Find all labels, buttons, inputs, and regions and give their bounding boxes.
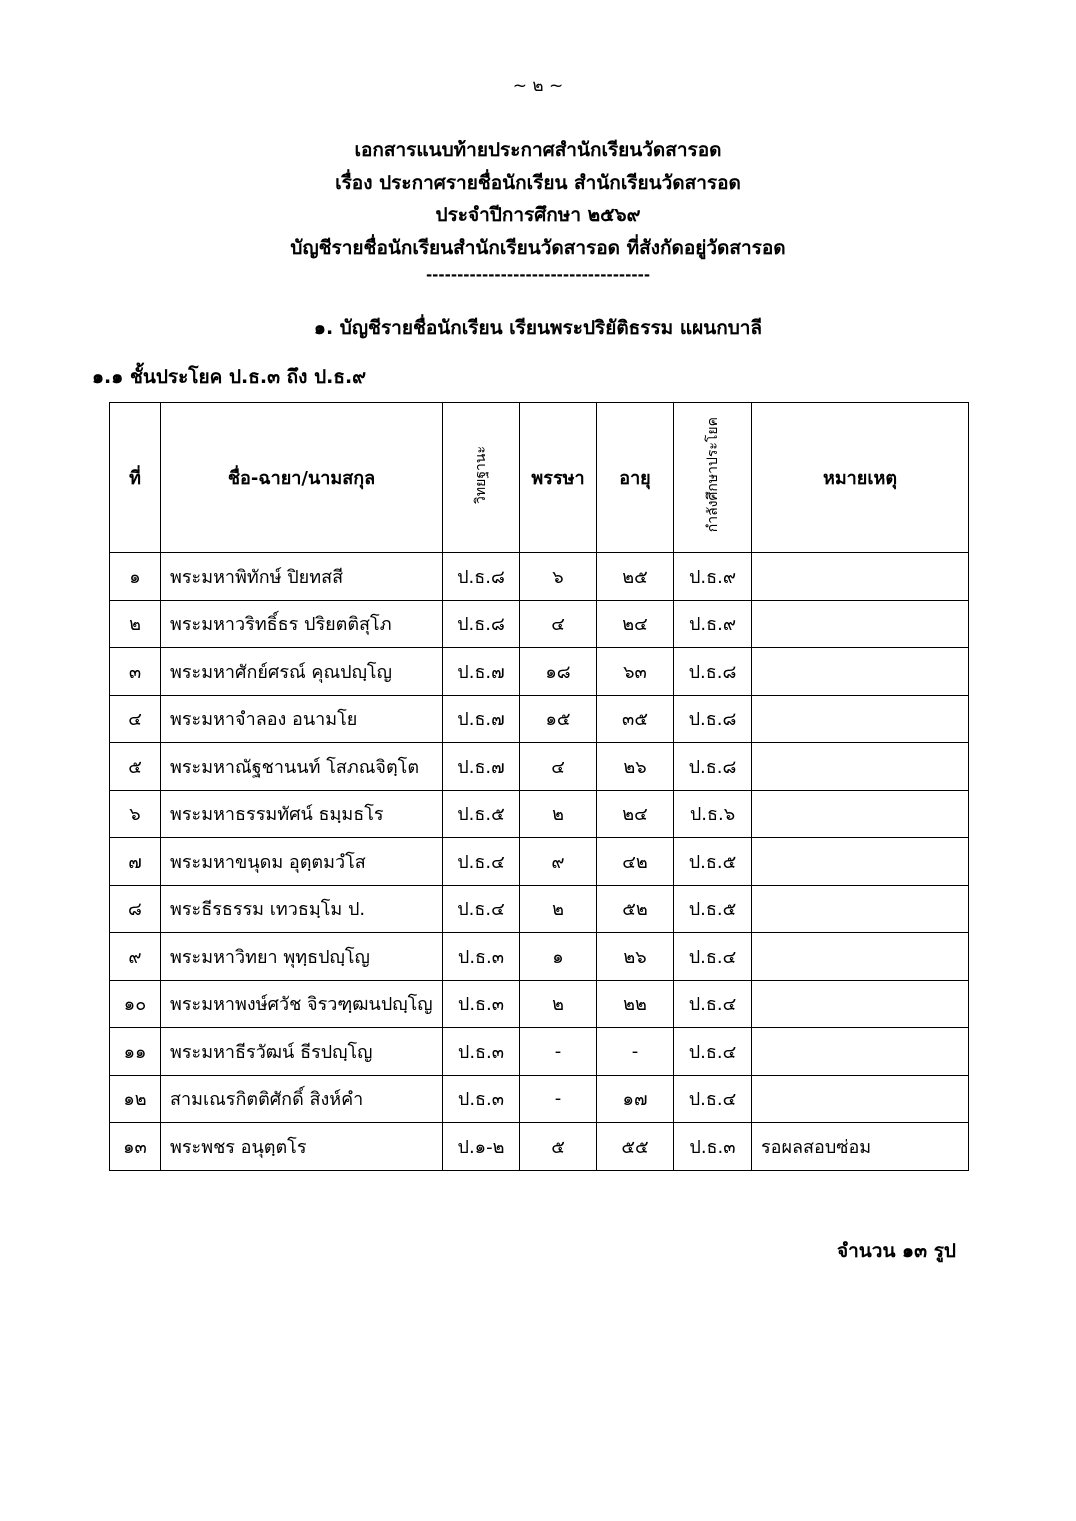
table-row bbox=[110, 553, 969, 601]
cell-qualification: ป.ธ.๕ bbox=[443, 790, 520, 838]
table-row bbox=[110, 648, 969, 696]
title-line: เอกสารแนบท้ายประกาศสำนักเรียนวัดสารอด bbox=[354, 139, 722, 161]
cell-studying: ป.ธ.๔ bbox=[674, 933, 752, 981]
cell-no: ๖ bbox=[110, 790, 161, 838]
cell-remark bbox=[752, 1028, 969, 1076]
cell-name: สามเณรกิตติศักดิ์ สิงห์คำ bbox=[161, 1075, 443, 1123]
title-line: บัญชีรายชื่อนักเรียนสำนักเรียนวัดสารอด ที่สังกัดอยู่วัดสารอด bbox=[290, 236, 786, 259]
cell-no: ๗ bbox=[110, 838, 161, 886]
cell-qualification: ป.ธ.๗ bbox=[443, 743, 520, 791]
cell-studying: ป.ธ.๘ bbox=[674, 648, 752, 696]
header-studying bbox=[674, 403, 752, 553]
header-no: ที่ bbox=[110, 403, 161, 553]
cell-age: - bbox=[597, 1028, 674, 1076]
total-count: จำนวน ๑๓ รูป bbox=[837, 1240, 956, 1262]
table-row bbox=[110, 1028, 969, 1076]
cell-qualification: ป.ธ.๗ bbox=[443, 648, 520, 696]
cell-studying: ป.ธ.๕ bbox=[674, 838, 752, 886]
cell-vassa: - bbox=[520, 1075, 597, 1123]
cell-age: ๒๒ bbox=[597, 980, 674, 1028]
cell-remark bbox=[752, 648, 969, 696]
cell-remark bbox=[752, 743, 969, 791]
cell-remark bbox=[752, 600, 969, 648]
cell-vassa: ๑๕ bbox=[520, 695, 597, 743]
cell-qualification: ป.ธ.๘ bbox=[443, 600, 520, 648]
cell-remark bbox=[752, 790, 969, 838]
cell-remark bbox=[752, 933, 969, 981]
cell-vassa: ๖ bbox=[520, 553, 597, 601]
cell-name: พระมหาพิทักษ์ ปิยทสสี bbox=[161, 553, 443, 601]
cell-name: พระพชร อนุตฺตโร bbox=[161, 1123, 443, 1171]
cell-name: พระมหาวิทยา พุทฺธปญฺโญ bbox=[161, 933, 443, 981]
title-line: เรื่อง ประกาศรายชื่อนักเรียน สำนักเรียนวัดสารอด bbox=[335, 171, 741, 194]
cell-name: พระธีรธรรม เทวธมฺโม ป. bbox=[161, 885, 443, 933]
cell-age: ๔๒ bbox=[597, 838, 674, 886]
cell-qualification: ป.ธ.๓ bbox=[443, 933, 520, 981]
cell-vassa: ๔ bbox=[520, 743, 597, 791]
cell-name: พระมหาจำลอง อนามโย bbox=[161, 695, 443, 743]
cell-name: พระมหาศักย์ศรณ์ คุณปญฺโญ bbox=[161, 648, 443, 696]
table-row bbox=[110, 695, 969, 743]
cell-qualification: ป.ธ.๓ bbox=[443, 1075, 520, 1123]
title-line: ประจำปีการศึกษา ๒๕๖๙ bbox=[435, 204, 641, 226]
table-row bbox=[110, 600, 969, 648]
cell-age: ๕๒ bbox=[597, 885, 674, 933]
cell-remark bbox=[752, 695, 969, 743]
student-roster-table bbox=[109, 402, 969, 1171]
cell-studying: ป.ธ.๓ bbox=[674, 1123, 752, 1171]
table-row bbox=[110, 980, 969, 1028]
cell-qualification: ป.ธ.๘ bbox=[443, 553, 520, 601]
cell-age: ๓๕ bbox=[597, 695, 674, 743]
cell-vassa: ๔ bbox=[520, 600, 597, 648]
cell-age: ๕๕ bbox=[597, 1123, 674, 1171]
cell-no: ๘ bbox=[110, 885, 161, 933]
cell-vassa: ๑๘ bbox=[520, 648, 597, 696]
document-title bbox=[0, 134, 1076, 264]
title-separator: ------------------------------------ bbox=[425, 266, 651, 284]
cell-no: ๑ bbox=[110, 553, 161, 601]
cell-remark bbox=[752, 980, 969, 1028]
cell-remark bbox=[752, 838, 969, 886]
cell-vassa: ๕ bbox=[520, 1123, 597, 1171]
cell-name: พระมหาวริทธิ์ธร ปริยตติสุโภ bbox=[161, 600, 443, 648]
table-row bbox=[110, 743, 969, 791]
cell-remark bbox=[752, 553, 969, 601]
table-row bbox=[110, 1075, 969, 1123]
header-vassa: พรรษา bbox=[520, 403, 597, 553]
cell-no: ๙ bbox=[110, 933, 161, 981]
table-row bbox=[110, 885, 969, 933]
cell-age: ๖๓ bbox=[597, 648, 674, 696]
cell-age: ๒๔ bbox=[597, 600, 674, 648]
table-header-row bbox=[110, 403, 969, 553]
header-remark: หมายเหตุ bbox=[752, 403, 969, 553]
cell-qualification: ป.ธ.๔ bbox=[443, 838, 520, 886]
cell-qualification: ป.ธ.๔ bbox=[443, 885, 520, 933]
cell-studying: ป.ธ.๙ bbox=[674, 600, 752, 648]
cell-name: พระมหาธีรวัฒน์ ธีรปญฺโญ bbox=[161, 1028, 443, 1076]
cell-qualification: ป.๑-๒ bbox=[443, 1123, 520, 1171]
cell-name: พระมหาขนุดม อุตฺตมวํโส bbox=[161, 838, 443, 886]
cell-vassa: ๒ bbox=[520, 885, 597, 933]
page-number: ~ ๒ ~ bbox=[512, 76, 564, 96]
header-studying-label: กำลังศึกษาประโยค bbox=[704, 417, 721, 533]
cell-name: พระมหาธรรมทัศน์ ธมฺมธโร bbox=[161, 790, 443, 838]
header-age: อายุ bbox=[597, 403, 674, 553]
cell-studying: ป.ธ.๔ bbox=[674, 1075, 752, 1123]
cell-studying: ป.ธ.๘ bbox=[674, 695, 752, 743]
cell-no: ๑๓ bbox=[110, 1123, 161, 1171]
cell-age: ๒๕ bbox=[597, 553, 674, 601]
cell-studying: ป.ธ.๖ bbox=[674, 790, 752, 838]
cell-qualification: ป.ธ.๗ bbox=[443, 695, 520, 743]
cell-no: ๓ bbox=[110, 648, 161, 696]
table-row bbox=[110, 838, 969, 886]
cell-no: ๑๐ bbox=[110, 980, 161, 1028]
cell-remark bbox=[752, 1075, 969, 1123]
cell-no: ๑๑ bbox=[110, 1028, 161, 1076]
table-row bbox=[110, 1123, 969, 1171]
cell-no: ๒ bbox=[110, 600, 161, 648]
table-row bbox=[110, 933, 969, 981]
cell-studying: ป.ธ.๘ bbox=[674, 743, 752, 791]
cell-no: ๕ bbox=[110, 743, 161, 791]
cell-age: ๒๖ bbox=[597, 743, 674, 791]
cell-age: ๑๗ bbox=[597, 1075, 674, 1123]
cell-vassa: ๒ bbox=[520, 790, 597, 838]
cell-studying: ป.ธ.๔ bbox=[674, 1028, 752, 1076]
cell-name: พระมหาณัฐชานนท์ โสภณจิตฺโต bbox=[161, 743, 443, 791]
cell-remark: รอผลสอบซ่อม bbox=[752, 1123, 969, 1171]
header-qualification bbox=[443, 403, 520, 553]
cell-studying: ป.ธ.๕ bbox=[674, 885, 752, 933]
cell-studying: ป.ธ.๔ bbox=[674, 980, 752, 1028]
section-heading: ๑. บัญชีรายชื่อนักเรียน เรียนพระปริยัติธรรม แผนกบาลี bbox=[313, 317, 763, 339]
cell-studying: ป.ธ.๙ bbox=[674, 553, 752, 601]
table-row bbox=[110, 790, 969, 838]
cell-qualification: ป.ธ.๓ bbox=[443, 1028, 520, 1076]
cell-no: ๑๒ bbox=[110, 1075, 161, 1123]
cell-age: ๒๔ bbox=[597, 790, 674, 838]
cell-age: ๒๖ bbox=[597, 933, 674, 981]
cell-vassa: ๙ bbox=[520, 838, 597, 886]
cell-vassa: ๑ bbox=[520, 933, 597, 981]
cell-name: พระมหาพงษ์ศวัช จิรวฑฺฒนปญฺโญ bbox=[161, 980, 443, 1028]
cell-remark bbox=[752, 885, 969, 933]
header-qualification-label: วิทยฐานะ bbox=[473, 446, 489, 504]
cell-vassa: - bbox=[520, 1028, 597, 1076]
header-name: ชื่อ-ฉายา/นามสกุล bbox=[161, 403, 443, 553]
cell-qualification: ป.ธ.๓ bbox=[443, 980, 520, 1028]
subsection-heading: ๑.๑ ชั้นประโยค ป.ธ.๓ ถึง ป.ธ.๙ bbox=[92, 366, 367, 388]
cell-vassa: ๒ bbox=[520, 980, 597, 1028]
cell-no: ๔ bbox=[110, 695, 161, 743]
